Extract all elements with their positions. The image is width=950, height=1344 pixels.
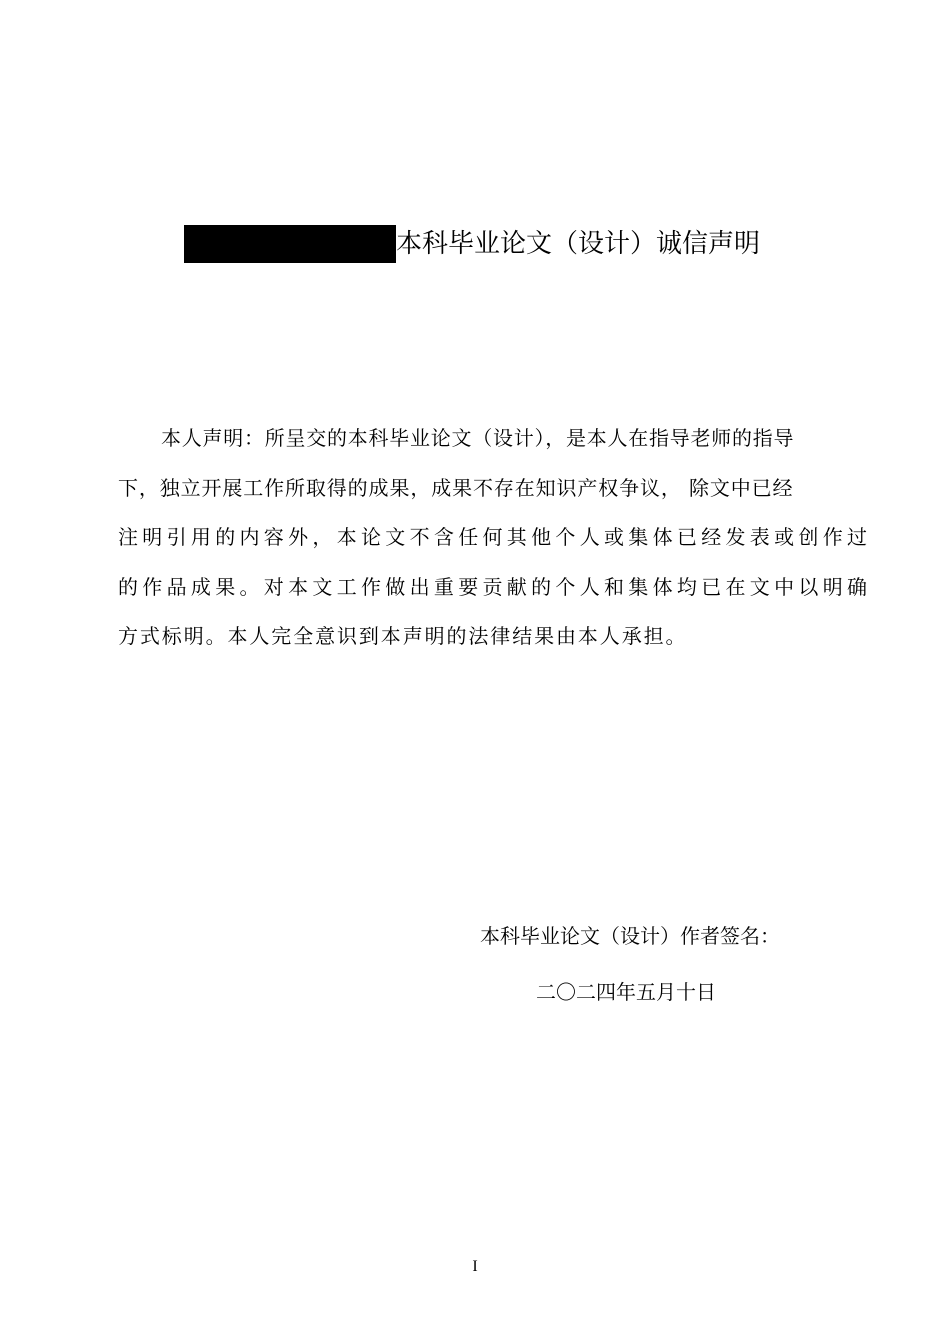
declaration-title (184, 224, 760, 264)
page-number: I (472, 1258, 478, 1275)
body-line: 方式标明。本人完全意识到本声明的法律结果由本人承担。 (118, 624, 688, 648)
body-line: 注明引用的内容外，本论文不含任何其他个人或集体已经发表或创作过 (118, 525, 872, 549)
declaration-body (118, 414, 872, 662)
body-line: 的作品成果。对本文工作做出重要贡献的个人和集体均已在文中以明确 (118, 574, 872, 599)
redacted-institution-name (184, 225, 396, 263)
declaration-date: 二〇二四年五月十日 (536, 980, 716, 1004)
body-line: 本人声明：所呈交的本科毕业论文（设计），是本人在指导老师的指导 (161, 426, 795, 450)
title-text: 本科毕业论文（设计）诚信声明 (396, 229, 761, 259)
author-signature-label: 本科毕业论文（设计）作者签名： (480, 924, 780, 948)
body-line: 下，独立开展工作所取得的成果，成果不存在知识产权争议， 除文中已经 (118, 475, 794, 500)
